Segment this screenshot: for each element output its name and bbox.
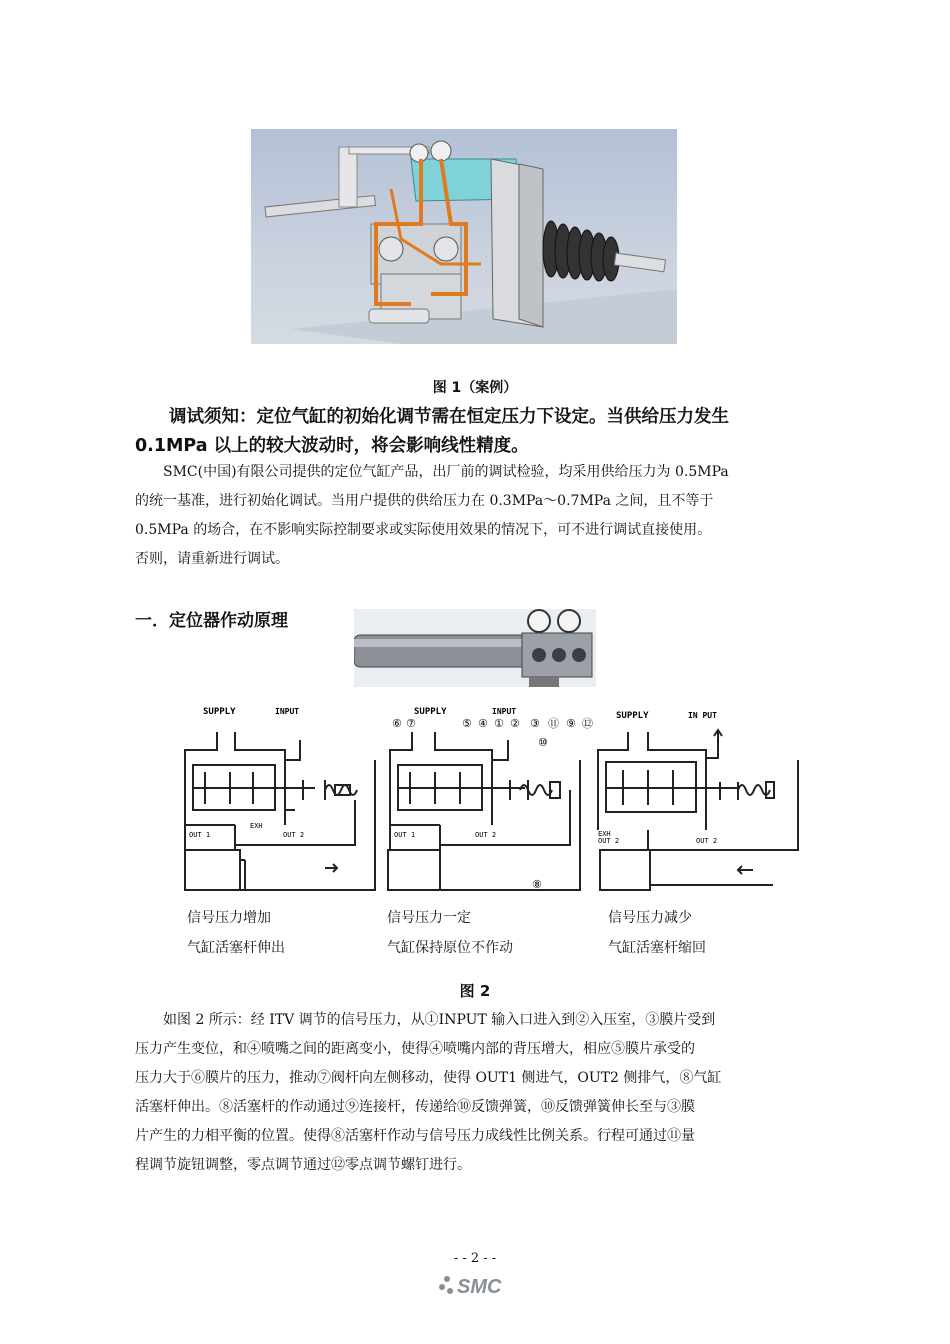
supply-label: SUPPLY xyxy=(414,707,447,717)
panel-label-retract xyxy=(608,903,706,963)
intro-line: 0.5MPa 的场合，在不影响实际控制要求或实际使用效果的情况下，可不进行调试直接使用。 xyxy=(135,522,712,538)
adjustment-notice xyxy=(135,403,815,461)
principle-line: 压力产生变位，和④喷嘴之间的距离变小，使得④喷嘴内部的背压增大，相应⑤膜片承受的 xyxy=(135,1041,695,1057)
panel-label-line: 信号压力一定 xyxy=(387,910,471,926)
schematic-hold-drawing xyxy=(380,700,595,900)
principle-line: 如图 2 所示：经 ITV 调节的信号压力，从①INPUT 输入口进入到②入压室，③膜片受到 xyxy=(163,1012,716,1028)
exh-label: EXH xyxy=(598,830,611,838)
notice-line-1: 调试须知：定位气缸的初始化调节需在恒定压力下设定。当供给压力发生 xyxy=(169,407,729,427)
out2-label: OUT 2 xyxy=(283,831,305,839)
panel-label-line: 信号压力减少 xyxy=(608,910,692,926)
page-number: - - 2 - - xyxy=(453,1251,497,1266)
schematic-hold xyxy=(380,700,595,900)
panel-label-line: 气缸活塞杆缩回 xyxy=(608,940,706,956)
callout-5: ⑤ xyxy=(462,717,472,730)
input-label: INPUT xyxy=(492,707,517,716)
supply-label: SUPPLY xyxy=(616,711,649,721)
callout-10: ⑩ xyxy=(538,736,548,749)
callout-6: ⑥ xyxy=(392,717,402,730)
panel-label-hold xyxy=(387,903,513,963)
panel-label-extend xyxy=(187,903,285,963)
intro-line: 的统一基准，进行初始化调试。当用户提供的供给压力在 0.3MPa～0.7MPa 之间，且不等于 xyxy=(135,493,714,509)
figure2-caption: 图 2 xyxy=(459,982,491,1000)
out1-label: OUT 1 xyxy=(394,831,416,839)
out1-label: OUT 1 xyxy=(189,831,211,839)
exh-label: EXH xyxy=(250,822,263,830)
notice-line-2: 0.1MPa 以上的较大波动时，将会影响线性精度。 xyxy=(135,436,529,456)
callout-8: ⑧ xyxy=(532,878,542,891)
panel-label-line: 气缸活塞杆伸出 xyxy=(187,940,285,956)
callout-12: ⑫ xyxy=(582,717,593,730)
callout-1: ① xyxy=(494,717,504,730)
principle-line: 压力大于⑥膜片的压力，推动⑦阀杆向左侧移动，使得 OUT1 侧进气，OUT2 侧排气，⑧气缸 xyxy=(135,1070,722,1086)
section-heading: 一．定位器作动原理 xyxy=(135,611,288,631)
callout-2: ② xyxy=(510,717,520,730)
callout-4: ④ xyxy=(478,717,488,730)
principle-line: 片产生的力相平衡的位置。使得⑧活塞杆作动与信号压力成线性比例关系。行程可通过⑪量 xyxy=(135,1128,695,1144)
schematic-retract xyxy=(588,700,828,900)
panel-label-line: 气缸保持原位不作动 xyxy=(387,940,513,956)
callout-7: ⑦ xyxy=(406,717,416,730)
out2-label: OUT 2 xyxy=(598,837,620,845)
schematic-retract-drawing xyxy=(588,700,828,900)
input-label: IN PUT xyxy=(688,711,717,720)
cylinder-render xyxy=(354,609,596,687)
schematic-extend-drawing xyxy=(175,700,385,900)
supply-label: SUPPLY xyxy=(203,707,236,717)
out2-label: OUT 2 xyxy=(475,831,497,839)
callout-3: ③ xyxy=(530,717,540,730)
principle-line: 程调节旋钮调整，零点调节通过⑫零点调节螺钉进行。 xyxy=(135,1157,471,1173)
figure1-image xyxy=(251,129,677,344)
panel-label-line: 信号压力增加 xyxy=(187,910,271,926)
callout-11: ⑪ xyxy=(548,717,559,730)
intro-line: SMC(中国)有限公司提供的定位气缸产品，出厂前的调试检验，均采用供给压力为 0.5MPa xyxy=(163,464,729,480)
positioner-cylinder-render xyxy=(251,129,677,344)
brand-text: SMC xyxy=(457,1276,502,1298)
cylinder-photo xyxy=(354,609,596,687)
principle-line: 活塞杆伸出。⑧活塞杆的作动通过⑨连接杆，传递给⑩反馈弹簧，⑩反馈弹簧伸长至与③膜 xyxy=(135,1099,695,1115)
input-label: INPUT xyxy=(275,707,300,716)
callout-9: ⑨ xyxy=(566,717,576,730)
intro-line: 否则，请重新进行调试。 xyxy=(135,551,289,567)
figure1-caption: 图 1（案例） xyxy=(432,380,518,396)
schematic-extend xyxy=(175,700,385,900)
smc-logo-icon xyxy=(437,1271,517,1299)
out2-label-right: OUT 2 xyxy=(696,837,718,845)
smc-logo xyxy=(437,1271,517,1299)
intro-paragraph xyxy=(135,458,815,574)
principle-paragraph xyxy=(135,1006,815,1180)
